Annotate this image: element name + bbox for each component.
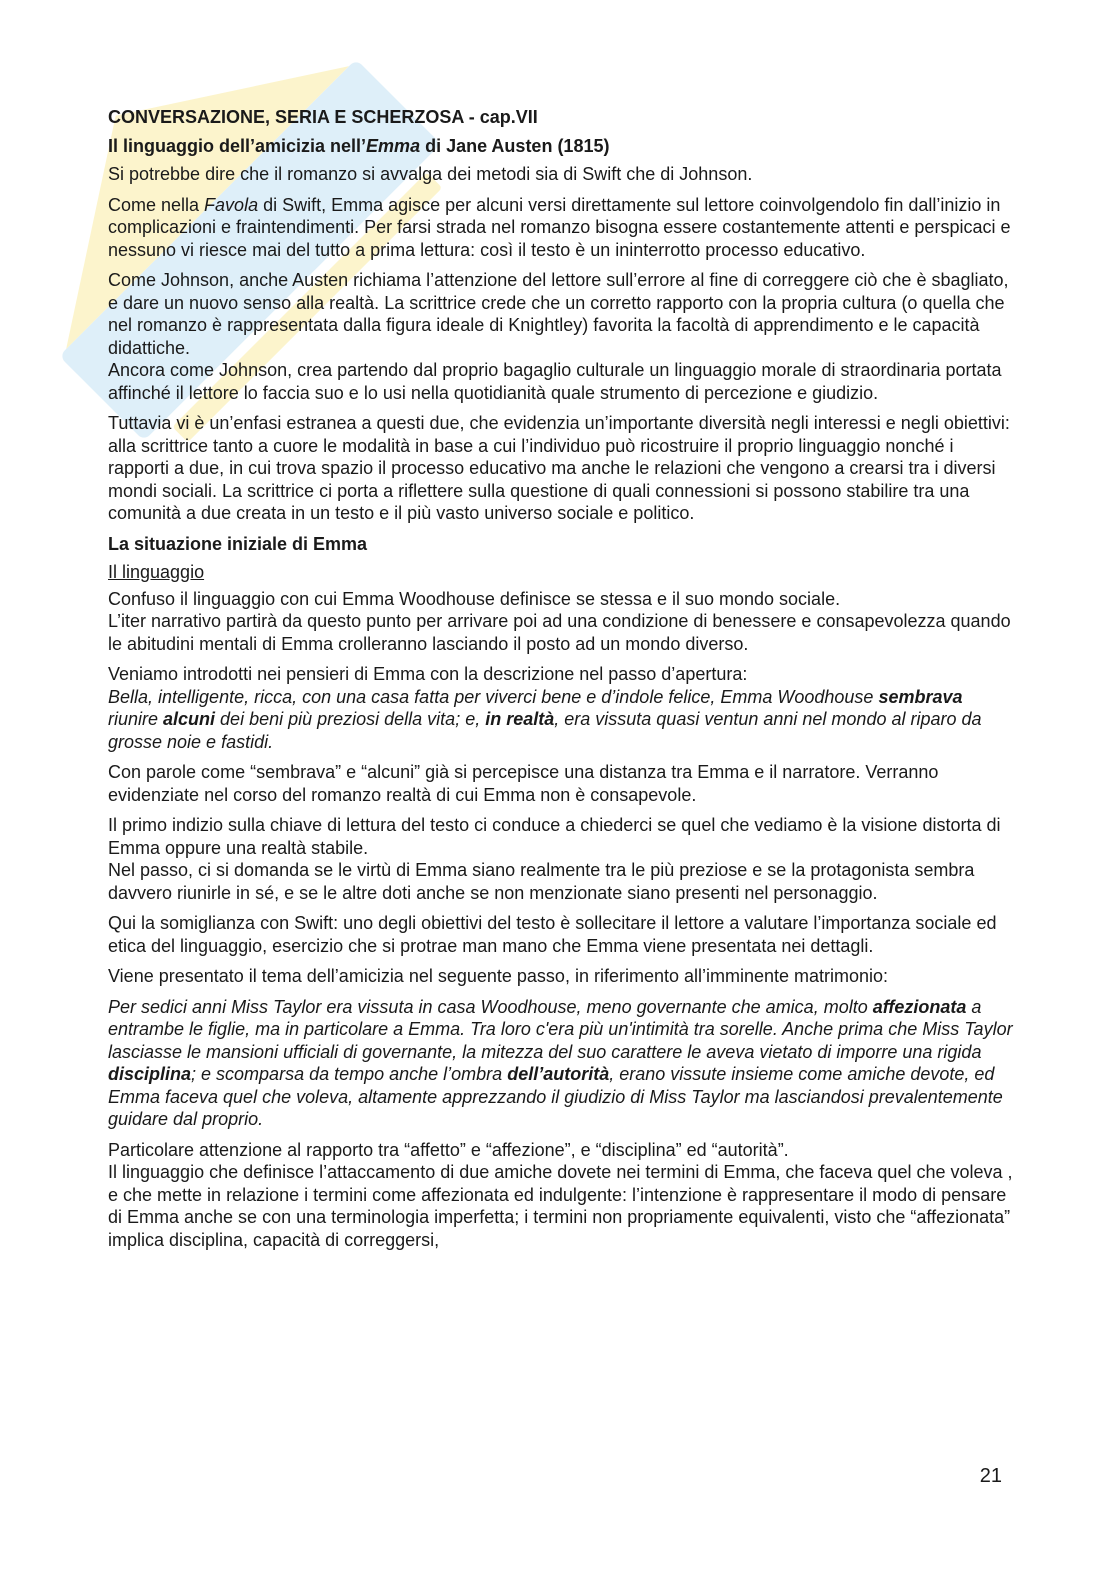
document-page bbox=[108, 106, 1013, 1259]
paragraph: Confuso il linguaggio con cui Emma Woodhouse definisce se stessa e il suo mondo sociale. bbox=[108, 588, 841, 609]
paragraph: Come Johnson, anche Austen richiama l’attenzione del lettore sull’errore al fine di correggere ciò che è sbagliato, e dare un nuovo senso alla realtà. La scrittrice crede che un corretto rapporto con la propria cultura (o quella che nel romanzo è rappresentata dalla figura ideale di Knightley) favorita la facoltà di apprendimento e le capacità didattiche. bbox=[108, 270, 1009, 358]
paragraph: Nel passo, ci si domanda se le virtù di Emma siano realmente tra le più preziose e se la protagonista sembra davvero riunirle in sé, e se le altre doti anche se non menzionate siano presenti nel personaggio. bbox=[108, 860, 975, 903]
page-number: 21 bbox=[979, 1465, 1002, 1487]
page-title: CONVERSAZIONE, SERIA E SCHERZOSA - cap.VII bbox=[108, 107, 538, 127]
paragraph: Si potrebbe dire che il romanzo si avvalga dei metodi sia di Swift che di Johnson. bbox=[108, 164, 753, 184]
paragraph: Con parole come “sembrava” e “alcuni” già si percepisce una distanza tra Emma e il narratore. Verranno evidenziate nel corso del romanzo realtà di cui Emma non è consapevole. bbox=[108, 762, 939, 805]
paragraph: Il primo indizio sulla chiave di lettura del testo ci conduce a chiederci se quel che vediamo è la visione distorta di Emma oppure una realtà stabile. bbox=[108, 815, 1001, 858]
quotation: Per sedici anni Miss Taylor era vissuta in casa Woodhouse, meno governante che amica, molto affezionata a entrambe le figlie, ma in particolare a Emma. Tra loro c'era più un'intimità tra sorelle. Anche prima che Miss Taylor lasciasse le mansioni ufficiali di governante, la mitezza del suo carattere le aveva vietato di imporre una rigida disciplina; e scomparsa da tempo anche l’ombra dell’autorità, erano vissute insieme come amiche devote, ed Emma faceva quel che voleva, altamente apprezzando il giudizio di Miss Taylor ma lasciandosi prevalentemente guidare dal proprio. bbox=[108, 996, 1013, 1129]
paragraph: Qui la somiglianza con Swift: uno degli obiettivi del testo è sollecitare il lettore a valutare l’importanza sociale ed etica del linguaggio, esercizio che si protrae man mano che Emma viene presentata nei dettagli. bbox=[108, 913, 997, 956]
subsection-heading: Il linguaggio bbox=[108, 562, 205, 582]
quotation: Bella, intelligente, ricca, con una casa fatta per viverci bene e d’indole felice, Emma Woodhouse sembrava riunire alcuni dei beni più preziosi della vita; e, in realtà, era vissuta quasi ventun anni nel mondo al riparo da grosse noie e fastidi. bbox=[108, 686, 982, 752]
paragraph: Veniamo introdotti nei pensieri di Emma con la descrizione nel passo d’apertura: bbox=[108, 664, 748, 684]
paragraph: Particolare attenzione al rapporto tra “affetto” e “affezione”, e “disciplina” ed “autorità”. bbox=[108, 1139, 789, 1160]
paragraph: Il linguaggio che definisce l’attaccamento di due amiche dovete nei termini di Emma, che faceva quel che voleva , e che mette in relazione i termini come affezionata ed indulgente: l’intenzione è rappresentare il modo di pensare di Emma anche se con una terminologia imperfetta; i termini non propriamente equivalenti, visto che “affezionata” implica disciplina, capacità di correggersi, bbox=[108, 1162, 1013, 1250]
paragraph: Ancora come Johnson, crea partendo dal proprio bagaglio culturale un linguaggio morale di straordinaria portata affinché il lettore lo faccia suo e lo usi nella quotidianità quale strumento di percezione e giudizio. bbox=[108, 360, 1002, 403]
paragraph: L’iter narrativo partirà da questo punto per arrivare poi ad una condizione di benessere e consapevolezza quando le abitudini mentali di Emma crolleranno lasciando il posto ad un mondo diverso. bbox=[108, 611, 1011, 654]
chapter-subtitle: Il linguaggio dell’amicizia nell’Emma di Jane Austen (1815) bbox=[108, 135, 610, 156]
paragraph: Viene presentato il tema dell’amicizia nel seguente passo, in riferimento all’imminente matrimonio: bbox=[108, 966, 889, 986]
paragraph: Come nella Favola di Swift, Emma agisce per alcuni versi direttamente sul lettore coinvolgendolo fin dall’inizio in complicazioni e fraintendimenti. Per farsi strada nel romanzo bisogna essere costantemente attenti e perspicaci e nessuno vi riesce mai del tutto a prima lettura: così il testo è un ininterrotto processo educativo. bbox=[108, 194, 1011, 260]
section-heading: La situazione iniziale di Emma bbox=[108, 533, 368, 554]
paragraph: Tuttavia vi è un’enfasi estranea a questi due, che evidenzia un’importante diversità negli interessi e negli obiettivi: alla scrittrice tanto a cuore le modalità in base a cui l’individuo può ricostruire il proprio linguaggio nonché i rapporti a due, in cui trova spazio il processo educativo ma anche le relazioni che vengono a crearsi tra i diversi mondi sociali. La scrittrice ci porta a riflettere sulla questione di quali connessioni si possono stabilire tra una comunità a due creata in un testo e il più vasto universo sociale e politico. bbox=[108, 413, 1010, 523]
